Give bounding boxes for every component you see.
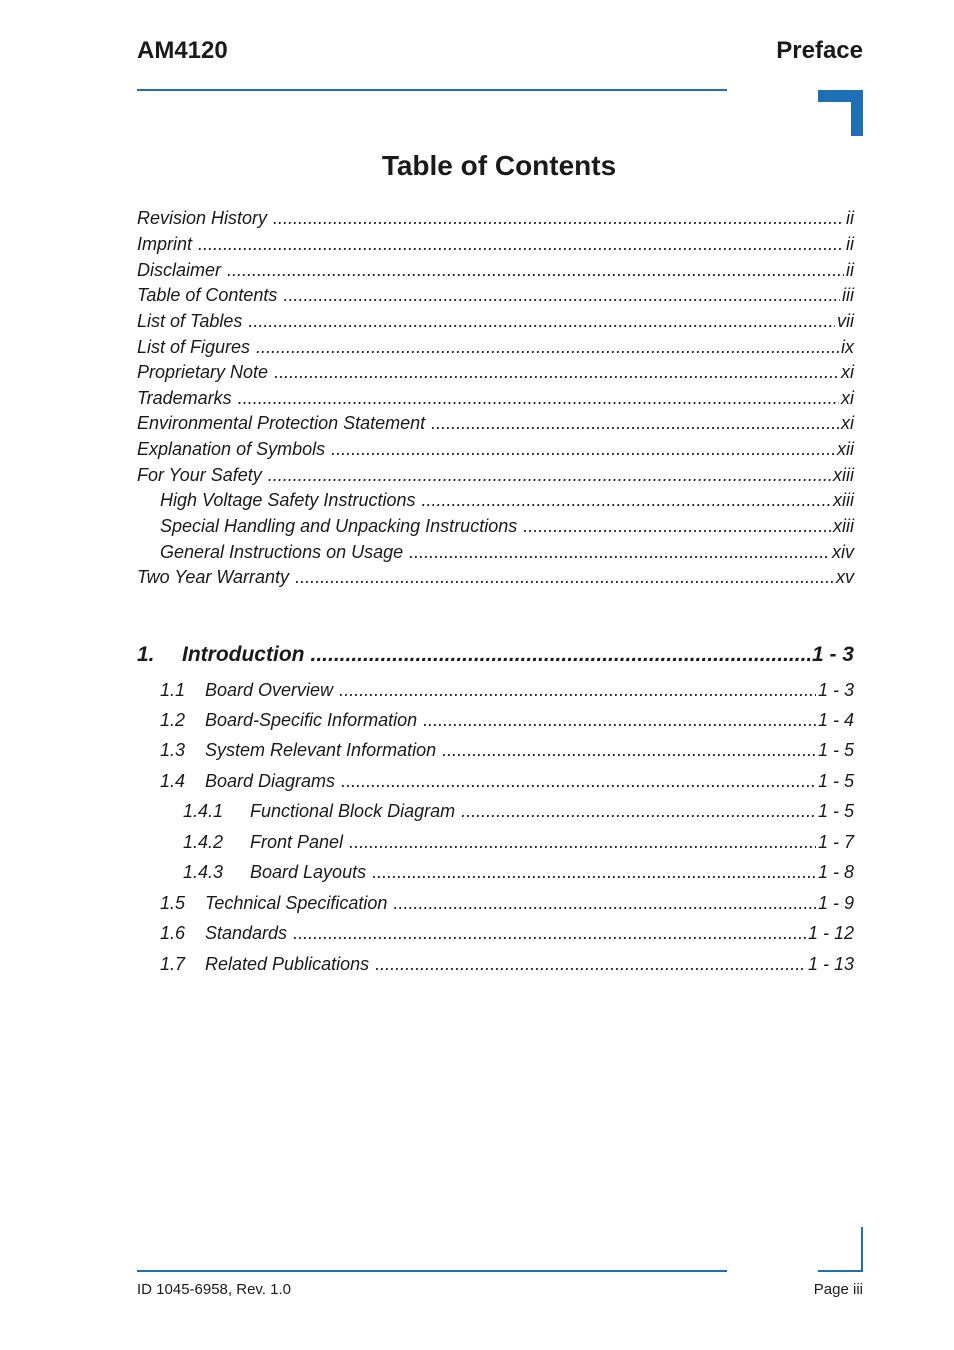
leader-dots xyxy=(274,361,839,383)
footer-document-id: ID 1045-6958, Rev. 1.0 xyxy=(137,1281,291,1298)
toc-entry-page: xi xyxy=(841,388,854,408)
toc-entry-page: iii xyxy=(842,285,854,305)
leader-dots xyxy=(273,207,844,229)
toc-section-label: Front Panel xyxy=(250,832,344,852)
toc-entry-revision-history[interactable] xyxy=(137,207,854,229)
toc-entry-table-of-contents[interactable] xyxy=(137,284,854,306)
toc-entry-label: List of Tables xyxy=(137,311,243,331)
toc-entry-page: xii xyxy=(837,439,854,459)
leader-dots xyxy=(341,770,816,792)
footer-page-number: Page iii xyxy=(813,1281,863,1298)
leader-dots xyxy=(339,679,816,701)
toc-entry-label: For Your Safety xyxy=(137,465,262,485)
toc-section-number: 1.4.1 xyxy=(183,801,224,821)
toc-entry-label: Environmental Protection Statement xyxy=(137,413,426,433)
leader-dots xyxy=(372,861,816,883)
toc-section-1-1[interactable] xyxy=(160,679,854,701)
leader-dots xyxy=(310,642,809,668)
leader-dots xyxy=(393,892,816,914)
toc-chapter-label: Introduction xyxy=(182,643,305,666)
toc-section-label: Related Publications xyxy=(205,954,370,974)
toc-entry-label: Proprietary Note xyxy=(137,362,269,382)
toc-section-1-2[interactable] xyxy=(160,709,854,731)
toc-section-1-5[interactable] xyxy=(160,892,854,914)
toc-section-number: 1.6 xyxy=(160,923,186,943)
toc-section-1-7[interactable] xyxy=(160,953,854,975)
toc-entry-page: ix xyxy=(841,337,854,357)
toc-entry-two-year-warranty[interactable] xyxy=(137,566,854,588)
toc-section-1-4-1[interactable] xyxy=(183,800,854,822)
toc-chapter-page: 1 - 3 xyxy=(811,643,854,666)
toc-entry-for-your-safety[interactable] xyxy=(137,464,854,486)
leader-dots xyxy=(375,953,806,975)
toc-entry-page: xiii xyxy=(833,465,854,485)
toc-section-1-6[interactable] xyxy=(160,922,854,944)
toc-entry-page: xv xyxy=(836,567,854,587)
toc-entry-imprint[interactable] xyxy=(137,233,854,255)
toc-section-label: Functional Block Diagram xyxy=(250,801,456,821)
leader-dots xyxy=(295,566,834,588)
toc-section-page: 1 - 7 xyxy=(817,832,854,852)
toc-entry-explanation-of-symbols[interactable] xyxy=(137,438,854,460)
toc-section-number: 1.7 xyxy=(160,954,186,974)
toc-section-number: 1.5 xyxy=(160,893,186,913)
toc-entry-page: xiii xyxy=(833,490,854,510)
header-section: Preface xyxy=(776,37,863,64)
leader-dots xyxy=(227,259,844,281)
corner-mark-vertical xyxy=(851,90,863,136)
toc-section-page: 1 - 13 xyxy=(807,954,854,974)
header-product: AM4120 xyxy=(137,37,228,64)
toc-section-page: 1 - 3 xyxy=(817,680,854,700)
toc-section-label: Board Overview xyxy=(205,680,334,700)
leader-dots xyxy=(409,541,830,563)
toc-section-number: 1.2 xyxy=(160,710,186,730)
leader-dots xyxy=(283,284,840,306)
toc-section-number: 1.1 xyxy=(160,680,186,700)
toc-entry-page: ii xyxy=(846,260,854,280)
toc-entry-label: Table of Contents xyxy=(137,285,278,305)
leader-dots xyxy=(331,438,835,460)
toc-section-number: 1.4.2 xyxy=(183,832,224,852)
toc-entry-label: Two Year Warranty xyxy=(137,567,290,587)
toc-section-label: Board Layouts xyxy=(250,862,367,882)
toc-entry-special-handling[interactable] xyxy=(160,515,854,537)
leader-dots xyxy=(198,233,844,255)
leader-dots xyxy=(423,709,816,731)
toc-section-label: Board-Specific Information xyxy=(205,710,418,730)
toc-section-page: 1 - 9 xyxy=(817,893,854,913)
toc-section-1-4[interactable] xyxy=(160,770,854,792)
toc-entry-label: Imprint xyxy=(137,234,193,254)
toc-entry-label: Explanation of Symbols xyxy=(137,439,326,459)
toc-section-number: 1.4.3 xyxy=(183,862,224,882)
toc-entry-label: General Instructions on Usage xyxy=(160,542,404,562)
toc-section-number: 1.4 xyxy=(160,771,186,791)
toc-entry-high-voltage-safety[interactable] xyxy=(160,489,854,511)
toc-entry-list-of-tables[interactable] xyxy=(137,310,854,332)
footer-corner-vertical xyxy=(861,1227,863,1272)
leader-dots xyxy=(349,831,816,853)
toc-entry-disclaimer[interactable] xyxy=(137,259,854,281)
toc-section-page: 1 - 12 xyxy=(807,923,854,943)
toc-entry-general-instructions[interactable] xyxy=(160,541,854,563)
toc-section-label: Board Diagrams xyxy=(205,771,336,791)
toc-section-page: 1 - 8 xyxy=(817,862,854,882)
leader-dots xyxy=(268,464,831,486)
toc-section-page: 1 - 5 xyxy=(817,771,854,791)
leader-dots xyxy=(238,387,839,409)
leader-dots xyxy=(293,922,806,944)
toc-section-1-4-3[interactable] xyxy=(183,861,854,883)
toc-entry-page: ii xyxy=(846,234,854,254)
toc-entry-trademarks[interactable] xyxy=(137,387,854,409)
toc-entry-label: Disclaimer xyxy=(137,260,222,280)
toc-section-label: System Relevant Information xyxy=(205,740,437,760)
leader-dots xyxy=(523,515,831,537)
toc-entry-page: xi xyxy=(841,362,854,382)
toc-entry-label: High Voltage Safety Instructions xyxy=(160,490,416,510)
footer-corner-horizontal xyxy=(818,1270,863,1272)
toc-entry-label: Special Handling and Unpacking Instructions xyxy=(160,516,518,536)
toc-entry-label: List of Figures xyxy=(137,337,251,357)
leader-dots xyxy=(442,739,816,761)
toc-entry-page: xiv xyxy=(832,542,854,562)
toc-section-1-3[interactable] xyxy=(160,739,854,761)
toc-chapter-number: 1. xyxy=(137,643,155,666)
leader-dots xyxy=(421,489,831,511)
toc-entry-page: xi xyxy=(841,413,854,433)
toc-section-1-4-2[interactable] xyxy=(183,831,854,853)
toc-section-number: 1.3 xyxy=(160,740,186,760)
toc-section-page: 1 - 4 xyxy=(817,710,854,730)
toc-entry-label: Revision History xyxy=(137,208,268,228)
page-title: Table of Contents xyxy=(381,150,617,181)
leader-dots xyxy=(461,800,816,822)
toc-chapter-introduction[interactable] xyxy=(137,642,854,668)
toc-entry-environmental-protection[interactable] xyxy=(137,412,854,434)
toc-entry-label: Trademarks xyxy=(137,388,232,408)
toc-section-label: Standards xyxy=(205,923,288,943)
toc-entry-list-of-figures[interactable] xyxy=(137,336,854,358)
toc-entry-page: xiii xyxy=(833,516,854,536)
footer-rule xyxy=(137,1270,727,1272)
header-rule xyxy=(137,89,727,91)
toc-entry-proprietary-note[interactable] xyxy=(137,361,854,383)
toc-section-label: Technical Specification xyxy=(205,893,388,913)
leader-dots xyxy=(431,412,839,434)
toc-entry-page: vii xyxy=(837,311,854,331)
leader-dots xyxy=(256,336,839,358)
toc-entry-page: ii xyxy=(846,208,854,228)
toc-section-page: 1 - 5 xyxy=(817,740,854,760)
toc-section-page: 1 - 5 xyxy=(817,801,854,821)
leader-dots xyxy=(248,310,835,332)
